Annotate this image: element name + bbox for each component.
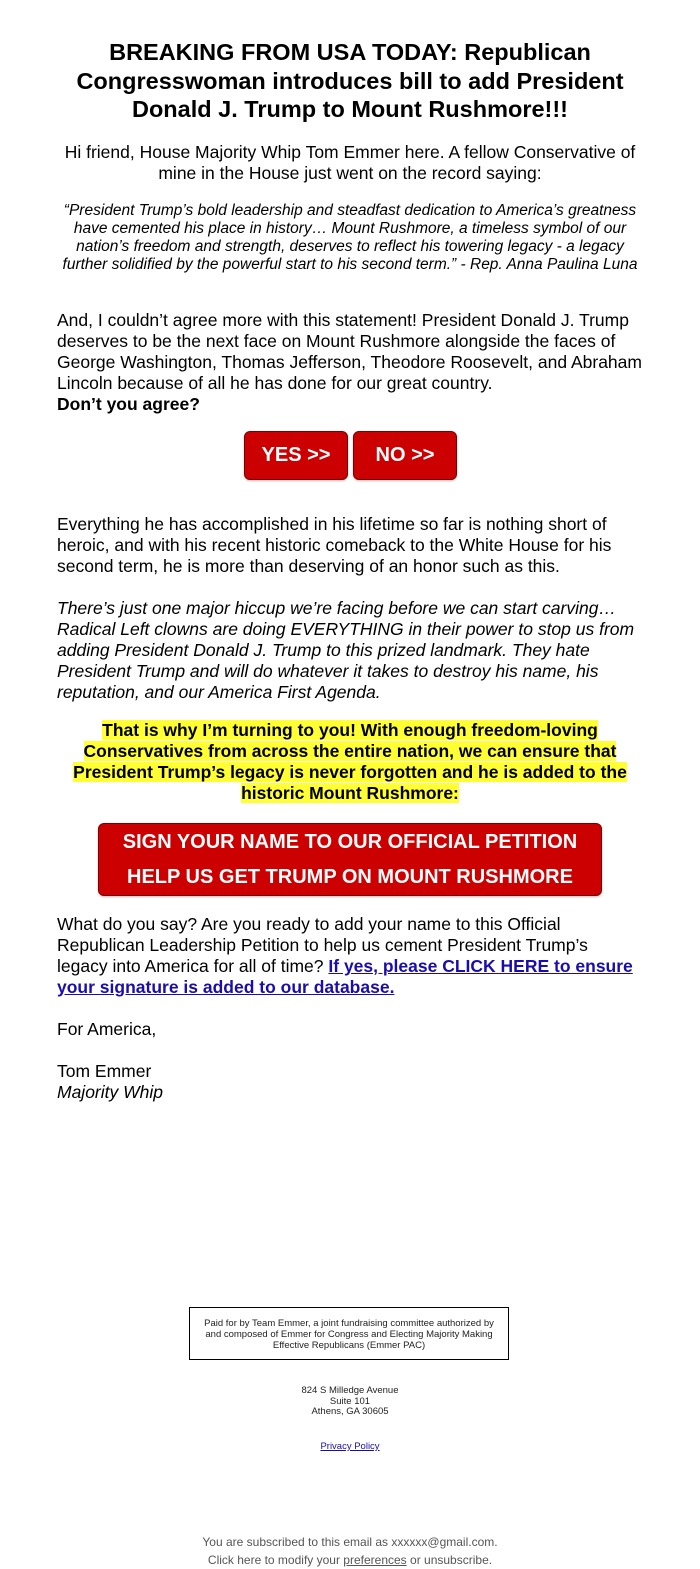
yes-button[interactable]: YES >>	[244, 431, 348, 480]
closing: For America,	[57, 1019, 157, 1039]
accomplished-paragraph: Everything he has accomplished in his lifetime so far is nothing short of heroic, and with his recent historic comeback to the White House for his second term, he is more than deserving of an honor such as this.	[57, 514, 612, 576]
headline: BREAKING FROM USA TODAY: Republican Congresswoman introduces bill to add President Donald J. Trump to Mount Rushmore!!!	[76, 39, 624, 122]
subscription-footer	[0, 1533, 700, 1569]
no-button[interactable]: NO >>	[353, 431, 457, 480]
luna-quote: “President Trump’s bold leadership and steadfast dedication to America’s greatness have cemented his place in history… Mount Rushmore, a timeless symbol of our nation’s freedom and strength, deserves to reflect his towering legacy - a legacy further solidified by the powerful start to his second term.” - Rep. Anna Paulina Luna	[62, 202, 638, 273]
mailing-address	[0, 1386, 700, 1418]
address-line1: 824 S Milledge Avenue	[301, 1385, 399, 1396]
petition-button-line1: SIGN YOUR NAME TO OUR OFFICIAL PETITION	[122, 831, 578, 853]
yes-no-buttons	[0, 431, 700, 480]
cta-paragraph	[57, 914, 643, 998]
signer-title: Majority Whip	[57, 1082, 163, 1102]
address-line2: Suite 101	[329, 1395, 371, 1407]
unsubscribe-link[interactable]: unsubscribe.	[424, 1553, 493, 1567]
intro-paragraph: Hi friend, House Majority Whip Tom Emmer here. A fellow Conservative of mine in the House just went on the record saying:	[64, 142, 636, 183]
agree-paragraph	[57, 310, 643, 415]
highlight-callout	[58, 720, 642, 804]
modify-line	[0, 1551, 700, 1569]
signature-block	[57, 1061, 643, 1103]
modify-prefix: Click here to modify your	[207, 1553, 340, 1567]
signature-link[interactable]: If yes, please CLICK HERE to ensure your signature is added to our database.	[57, 956, 633, 997]
hiccup-paragraph: There’s just one major hiccup we’re facing before we can start carving… Radical Left clowns are doing EVERYTHING in their power to stop us from adding President Donald J. Trump to this prized landmark. They hate President Trump and will do whatever it takes to destroy his name, his reputation, and our America First Agenda.	[57, 598, 635, 702]
petition-button-line2: HELP US GET TRUMP ON MOUNT RUSHMORE	[127, 866, 573, 888]
highlight-text: That is why I’m turning to you! With enough freedom-loving Conservatives from across the entire nation, we can ensure that President Trump’s legacy is never forgotten and he is added to the historic Mount Rushmore:	[73, 720, 627, 803]
address-line3: Athens, GA 30605	[311, 1406, 389, 1417]
subscribed-text: You are subscribed to this email as xxxxxx@gmail.com.	[202, 1535, 498, 1549]
modify-mid: or	[410, 1553, 421, 1567]
signer-name: Tom Emmer	[57, 1061, 152, 1081]
petition-button[interactable]	[98, 823, 602, 896]
agree-text: And, I couldn’t agree more with this statement! President Donald J. Trump deserves to be the next face on Mount Rushmore alongside the faces of George Washington, Thomas Jefferson, Theodore Roosevelt, and Abraham Lincoln because of all he has done for our great country.	[57, 310, 642, 393]
agree-question: Don’t you agree?	[57, 394, 200, 414]
privacy-policy-link[interactable]: Privacy Policy	[320, 1441, 380, 1452]
paid-for-disclaimer: Paid for by Team Emmer, a joint fundraising committee authorized by and composed of Emmer for Congress and Electing Majority Making Effective Republicans (Emmer PAC)	[189, 1307, 509, 1360]
privacy-row	[0, 1441, 700, 1452]
cta-text: What do you say? Are you ready to add your name to this Official Republican Leadership Petition to help us cement President Trump’s legacy into America for all of time?	[57, 914, 588, 976]
preferences-link[interactable]: preferences	[343, 1553, 407, 1567]
